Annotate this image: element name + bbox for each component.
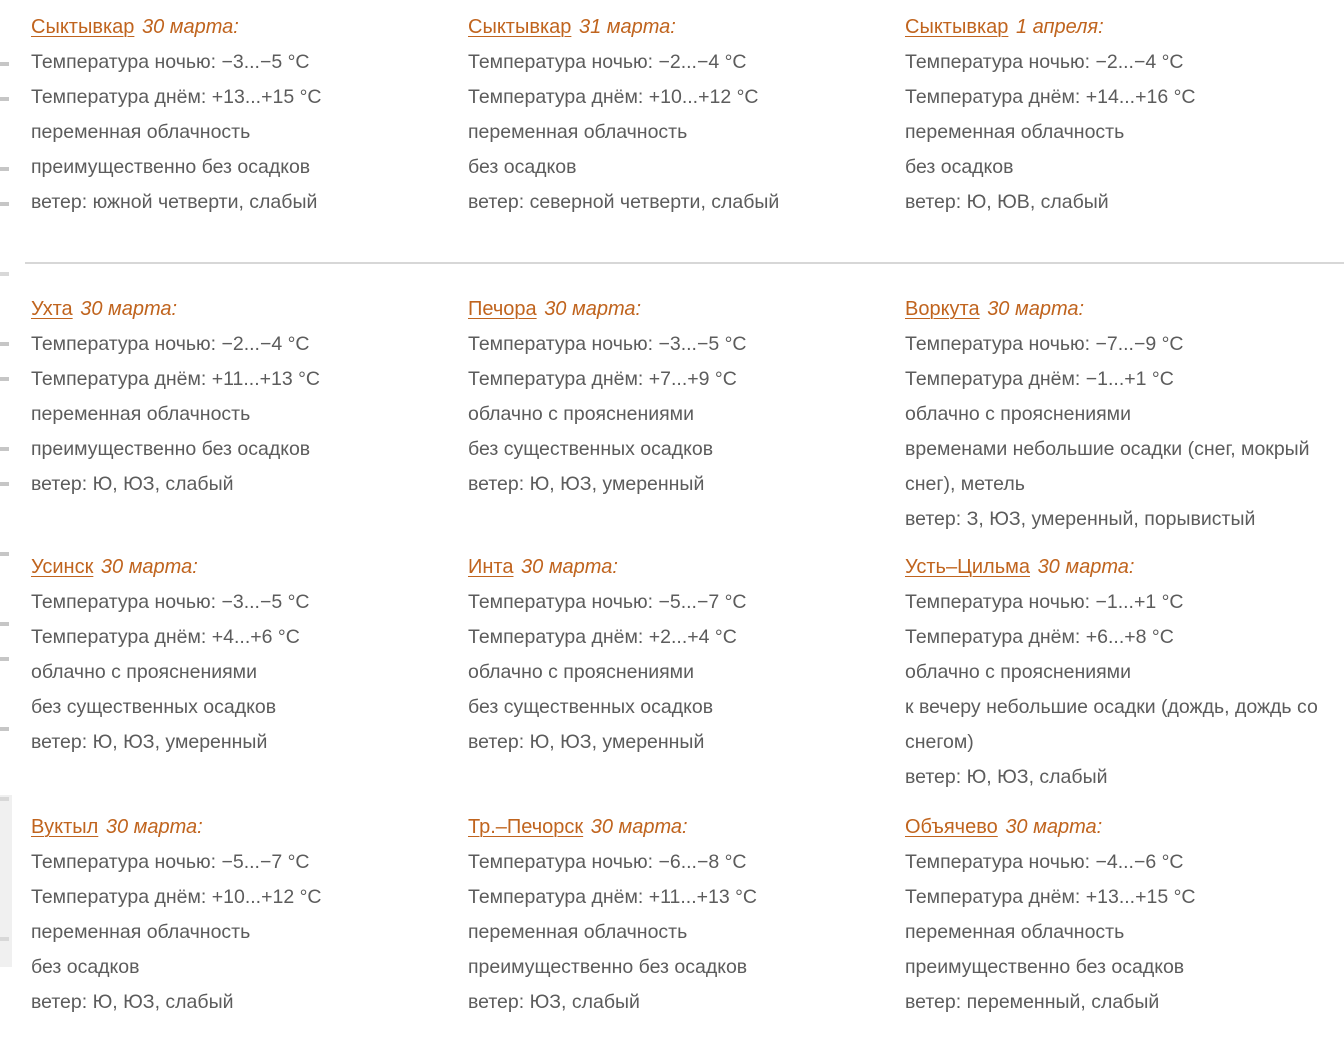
forecast-block-heading [905, 10, 1336, 45]
city-link[interactable]: Усть–Цильма [905, 556, 1030, 578]
day-temperature: Температура днём: +10...+12 °C [468, 86, 759, 108]
forecast-date: 1 апреля: [1015, 16, 1104, 38]
city-link[interactable]: Усинск [31, 556, 94, 578]
forecast-date: 30 марта: [100, 556, 198, 578]
forecast-block [905, 810, 1344, 1020]
forecast-row [0, 292, 1344, 537]
forecast-block-heading [468, 810, 897, 845]
forecast-block-heading [31, 292, 460, 327]
precipitation: преимущественно без осадков [905, 956, 1185, 978]
day-temperature: Температура днём: −1...+1 °C [905, 368, 1174, 390]
forecast-row [0, 550, 1344, 795]
city-link[interactable]: Воркута [905, 298, 980, 320]
precipitation: преимущественно без осадков [468, 956, 748, 978]
forecast-block [905, 292, 1344, 537]
forecast-block [31, 10, 468, 220]
wind: ветер: Ю, ЮЗ, умеренный [468, 473, 705, 495]
night-temperature: Температура ночью: −2...−4 °C [468, 51, 747, 73]
night-temperature: Температура ночью: −4...−6 °C [905, 851, 1184, 873]
precipitation: преимущественно без осадков [31, 156, 311, 178]
wind: ветер: южной четверти, слабый [31, 191, 318, 213]
cloud-conditions: облачно с прояснениями [31, 661, 257, 683]
precipitation: без существенных осадков [31, 696, 277, 718]
day-temperature: Температура днём: +14...+16 °C [905, 86, 1196, 108]
night-temperature: Температура ночью: −2...−4 °C [905, 51, 1184, 73]
city-link[interactable]: Сыктывкар [31, 16, 135, 38]
day-temperature: Температура днём: +11...+13 °C [31, 368, 321, 390]
city-link[interactable]: Тр.–Печорск [468, 816, 584, 838]
wind: ветер: Ю, ЮВ, слабый [905, 191, 1109, 213]
precipitation: преимущественно без осадков [31, 438, 311, 460]
city-link[interactable]: Ухта [31, 298, 73, 320]
cloud-conditions: переменная облачность [31, 121, 251, 143]
forecast-date: 30 марта: [141, 16, 239, 38]
forecast-block [468, 292, 905, 537]
city-link[interactable]: Сыктывкар [468, 16, 572, 38]
night-temperature: Температура ночью: −1...+1 °C [905, 591, 1184, 613]
cloud-conditions: облачно с прояснениями [905, 403, 1131, 425]
night-temperature: Температура ночью: −3...−5 °C [31, 591, 310, 613]
precipitation: без осадков [905, 156, 1014, 178]
cloud-conditions: переменная облачность [31, 403, 251, 425]
night-temperature: Температура ночью: −7...−9 °C [905, 333, 1184, 355]
day-temperature: Температура днём: +13...+15 °C [31, 86, 322, 108]
cloud-conditions: облачно с прояснениями [905, 661, 1131, 683]
forecast-block-heading [468, 550, 897, 585]
night-temperature: Температура ночью: −3...−5 °C [468, 333, 747, 355]
precipitation: без осадков [468, 156, 577, 178]
wind: ветер: Ю, ЮЗ, умеренный [468, 731, 705, 753]
forecast-block [905, 550, 1344, 795]
day-temperature: Температура днём: +4...+6 °C [31, 626, 300, 648]
forecast-block-heading [905, 292, 1336, 327]
forecast-block [468, 550, 905, 795]
forecast-row [0, 10, 1344, 220]
day-temperature: Температура днём: +2...+4 °C [468, 626, 737, 648]
night-temperature: Температура ночью: −5...−7 °C [31, 851, 310, 873]
cloud-conditions: облачно с прояснениями [468, 661, 694, 683]
city-link[interactable]: Вуктыл [31, 816, 99, 838]
wind: ветер: Ю, ЮЗ, умеренный [31, 731, 268, 753]
wind: ветер: ЮЗ, слабый [468, 991, 640, 1013]
forecast-block-heading [468, 10, 897, 45]
forecast-date: 30 марта: [987, 298, 1085, 320]
forecast-block [31, 810, 468, 1020]
forecast-block-heading [905, 550, 1336, 585]
forecast-date: 30 марта: [521, 556, 618, 578]
cloud-conditions: переменная облачность [468, 921, 688, 943]
forecast-block-heading [31, 10, 460, 45]
wind: ветер: З, ЮЗ, умеренный, порывистый [905, 508, 1256, 530]
forecast-date: 30 марта: [1005, 816, 1103, 838]
precipitation: без существенных осадков [468, 696, 714, 718]
cloud-conditions: переменная облачность [468, 121, 688, 143]
forecast-block [31, 550, 468, 795]
forecast-date: 31 марта: [578, 16, 676, 38]
wind: ветер: переменный, слабый [905, 991, 1160, 1013]
forecast-block-heading [31, 550, 460, 585]
forecast-date: 30 марта: [544, 298, 642, 320]
precipitation: без существенных осадков [468, 438, 714, 460]
day-temperature: Температура днём: +13...+15 °C [905, 886, 1196, 908]
cloud-conditions: переменная облачность [905, 921, 1125, 943]
forecast-block-heading [905, 810, 1336, 845]
forecast-date: 30 марта: [590, 816, 688, 838]
forecast-block-heading [468, 292, 897, 327]
city-link[interactable]: Сыктывкар [905, 16, 1009, 38]
night-temperature: Температура ночью: −2...−4 °C [31, 333, 310, 355]
day-temperature: Температура днём: +6...+8 °C [905, 626, 1174, 648]
forecast-block [31, 292, 468, 537]
day-temperature: Температура днём: +10...+12 °C [31, 886, 322, 908]
night-temperature: Температура ночью: −6...−8 °C [468, 851, 747, 873]
forecast-block [468, 10, 905, 220]
city-link[interactable]: Печора [468, 298, 537, 320]
forecast-block [905, 10, 1344, 220]
precipitation: без осадков [31, 956, 140, 978]
wind: ветер: Ю, ЮЗ, слабый [905, 766, 1108, 788]
city-link[interactable]: Объячево [905, 816, 998, 838]
precipitation: временами небольшие осадки (снег, мокрый снег), метель [905, 438, 1310, 495]
wind: ветер: Ю, ЮЗ, слабый [31, 473, 234, 495]
forecast-date: 30 марта: [80, 298, 178, 320]
forecast-block-heading [31, 810, 460, 845]
forecast-date: 30 марта: [1037, 556, 1135, 578]
wind: ветер: северной четверти, слабый [468, 191, 780, 213]
cloud-conditions: переменная облачность [905, 121, 1125, 143]
wind: ветер: Ю, ЮЗ, слабый [31, 991, 234, 1013]
precipitation: к вечеру небольшие осадки (дождь, дождь со снегом) [905, 696, 1318, 753]
day-temperature: Температура днём: +11...+13 °C [468, 886, 758, 908]
forecast-date: 30 марта: [105, 816, 203, 838]
night-temperature: Температура ночью: −5...−7 °C [468, 591, 747, 613]
day-temperature: Температура днём: +7...+9 °C [468, 368, 737, 390]
cloud-conditions: облачно с прояснениями [468, 403, 694, 425]
forecast-row [0, 810, 1344, 1020]
cloud-conditions: переменная облачность [31, 921, 251, 943]
night-temperature: Температура ночью: −3...−5 °C [31, 51, 310, 73]
city-link[interactable]: Инта [468, 556, 514, 578]
section-divider [25, 262, 1344, 264]
forecast-block [468, 810, 905, 1020]
